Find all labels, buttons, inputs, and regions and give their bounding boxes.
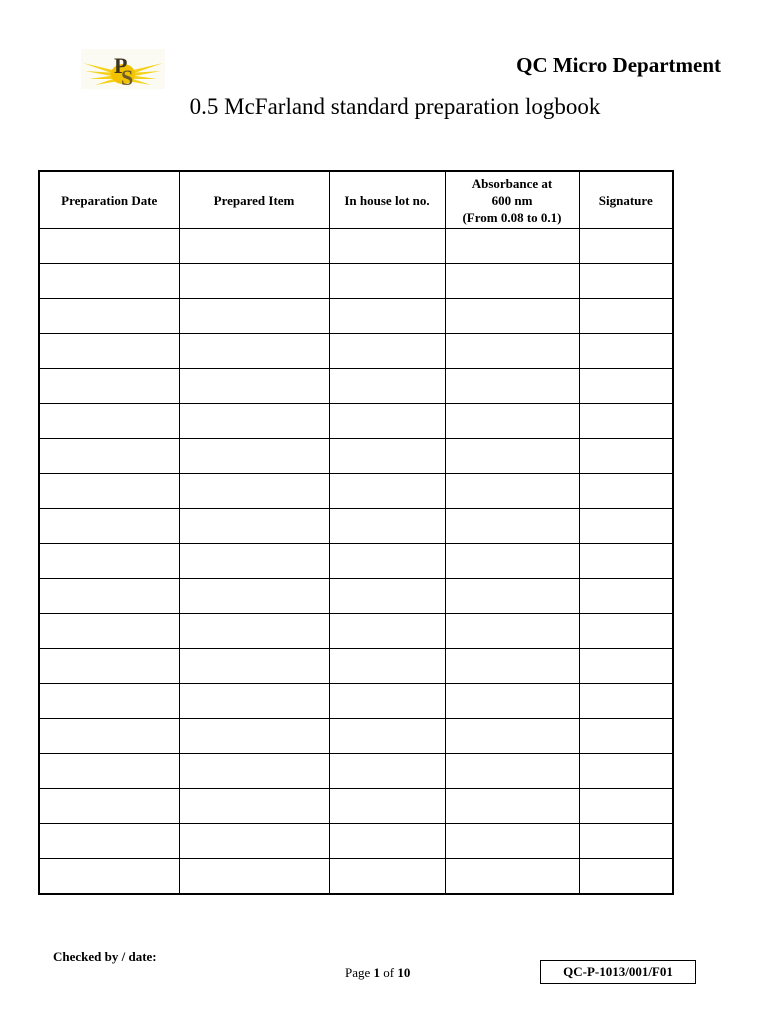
- table-row: [39, 789, 673, 824]
- absorbance-cell[interactable]: [445, 579, 579, 614]
- absorbance-cell[interactable]: [445, 789, 579, 824]
- lot-no-cell[interactable]: [329, 264, 445, 299]
- table-row: [39, 719, 673, 754]
- table-row: [39, 439, 673, 474]
- table-row: [39, 754, 673, 789]
- preparation-date-cell[interactable]: [39, 369, 179, 404]
- table-row: [39, 264, 673, 299]
- absorbance-cell[interactable]: [445, 334, 579, 369]
- absorbance-cell[interactable]: [445, 754, 579, 789]
- signature-cell[interactable]: [579, 404, 673, 439]
- checked-by-label: Checked by / date:: [53, 949, 157, 964]
- absorbance-cell[interactable]: [445, 684, 579, 719]
- table-header-row: [39, 171, 673, 229]
- table-body: [39, 229, 673, 895]
- signature-cell[interactable]: [579, 719, 673, 754]
- lot-no-cell[interactable]: [329, 474, 445, 509]
- preparation-date-cell[interactable]: [39, 684, 179, 719]
- table-row: [39, 824, 673, 859]
- prepared-item-cell[interactable]: [179, 509, 329, 544]
- lot-no-cell[interactable]: [329, 229, 445, 264]
- lot-no-cell[interactable]: [329, 684, 445, 719]
- absorbance-cell[interactable]: [445, 439, 579, 474]
- signature-cell[interactable]: [579, 509, 673, 544]
- department-name: QC Micro Department: [516, 53, 721, 77]
- signature-cell[interactable]: [579, 334, 673, 369]
- preparation-date-cell[interactable]: [39, 614, 179, 649]
- table-row: [39, 229, 673, 264]
- preparation-date-cell[interactable]: [39, 754, 179, 789]
- logo-letter-p: P: [114, 53, 128, 78]
- logbook-table: [38, 170, 674, 895]
- absorbance-cell[interactable]: [445, 544, 579, 579]
- signature-cell[interactable]: [579, 824, 673, 859]
- signature-cell[interactable]: [579, 264, 673, 299]
- lot-no-cell[interactable]: [329, 789, 445, 824]
- absorbance-cell[interactable]: [445, 719, 579, 754]
- signature-cell[interactable]: [579, 614, 673, 649]
- prepared-item-cell[interactable]: [179, 824, 329, 859]
- prepared-item-cell[interactable]: [179, 789, 329, 824]
- preparation-date-cell[interactable]: [39, 299, 179, 334]
- signature-cell[interactable]: [579, 684, 673, 719]
- prepared-item-cell[interactable]: [179, 369, 329, 404]
- preparation-date-cell[interactable]: [39, 544, 179, 579]
- preparation-date-cell[interactable]: [39, 229, 179, 264]
- table-row: [39, 579, 673, 614]
- signature-cell[interactable]: [579, 859, 673, 895]
- column-header-prepared-item: Prepared Item: [179, 171, 329, 229]
- preparation-date-cell[interactable]: [39, 579, 179, 614]
- prepared-item-cell[interactable]: [179, 684, 329, 719]
- lot-no-cell[interactable]: [329, 579, 445, 614]
- absorbance-cell[interactable]: [445, 264, 579, 299]
- table-row: [39, 404, 673, 439]
- prepared-item-cell[interactable]: [179, 859, 329, 895]
- column-header-lot-no: In house lot no.: [329, 171, 445, 229]
- table-row: [39, 509, 673, 544]
- column-header-preparation-date: Preparation Date: [39, 171, 179, 229]
- lot-no-cell[interactable]: [329, 719, 445, 754]
- table-row: [39, 684, 673, 719]
- lot-no-cell[interactable]: [329, 509, 445, 544]
- company-logo: [81, 49, 165, 89]
- preparation-date-cell[interactable]: [39, 789, 179, 824]
- lot-no-cell[interactable]: [329, 824, 445, 859]
- sun-logo-icon: [81, 49, 165, 89]
- absorbance-cell[interactable]: [445, 299, 579, 334]
- prepared-item-cell[interactable]: [179, 579, 329, 614]
- prepared-item-cell[interactable]: [179, 334, 329, 369]
- lot-no-cell[interactable]: [329, 754, 445, 789]
- lot-no-cell[interactable]: [329, 404, 445, 439]
- table-row: [39, 474, 673, 509]
- prepared-item-cell[interactable]: [179, 264, 329, 299]
- preparation-date-cell[interactable]: [39, 404, 179, 439]
- page-title: 0.5 McFarland standard preparation logbook: [189, 94, 601, 119]
- absorbance-cell[interactable]: [445, 824, 579, 859]
- signature-cell[interactable]: [579, 299, 673, 334]
- signature-cell[interactable]: [579, 579, 673, 614]
- preparation-date-cell[interactable]: [39, 334, 179, 369]
- lot-no-cell[interactable]: [329, 859, 445, 895]
- prepared-item-cell[interactable]: [179, 754, 329, 789]
- signature-cell[interactable]: [579, 754, 673, 789]
- preparation-date-cell[interactable]: [39, 264, 179, 299]
- signature-cell[interactable]: [579, 544, 673, 579]
- preparation-date-cell[interactable]: [39, 649, 179, 684]
- document-code: QC-P-1013/001/F01: [540, 960, 696, 984]
- signature-cell[interactable]: [579, 649, 673, 684]
- lot-no-cell[interactable]: [329, 439, 445, 474]
- absorbance-cell[interactable]: [445, 614, 579, 649]
- column-header-absorbance: Absorbance at 600 nm (From 0.08 to 0.1): [445, 171, 579, 229]
- lot-no-cell[interactable]: [329, 614, 445, 649]
- prepared-item-cell[interactable]: [179, 649, 329, 684]
- table-row: [39, 334, 673, 369]
- lot-no-cell[interactable]: [329, 334, 445, 369]
- lot-no-cell[interactable]: [329, 649, 445, 684]
- prepared-item-cell[interactable]: [179, 229, 329, 264]
- absorbance-cell[interactable]: [445, 404, 579, 439]
- prepared-item-cell[interactable]: [179, 614, 329, 649]
- signature-cell[interactable]: [579, 439, 673, 474]
- logo-letter-s: S: [121, 65, 134, 89]
- prepared-item-cell[interactable]: [179, 404, 329, 439]
- signature-cell[interactable]: [579, 789, 673, 824]
- column-header-signature: Signature: [579, 171, 673, 229]
- lot-no-cell[interactable]: [329, 369, 445, 404]
- absorbance-cell[interactable]: [445, 474, 579, 509]
- table-row: [39, 859, 673, 895]
- table-row: [39, 614, 673, 649]
- signature-cell[interactable]: [579, 229, 673, 264]
- absorbance-cell[interactable]: [445, 509, 579, 544]
- table-row: [39, 544, 673, 579]
- prepared-item-cell[interactable]: [179, 719, 329, 754]
- preparation-date-cell[interactable]: [39, 859, 179, 895]
- preparation-date-cell[interactable]: [39, 474, 179, 509]
- prepared-item-cell[interactable]: [179, 439, 329, 474]
- preparation-date-cell[interactable]: [39, 439, 179, 474]
- absorbance-cell[interactable]: [445, 859, 579, 895]
- prepared-item-cell[interactable]: [179, 474, 329, 509]
- table-row: [39, 299, 673, 334]
- table-row: [39, 649, 673, 684]
- lot-no-cell[interactable]: [329, 299, 445, 334]
- lot-no-cell[interactable]: [329, 544, 445, 579]
- page-number: Page 1 of 10: [345, 965, 411, 980]
- preparation-date-cell[interactable]: [39, 719, 179, 754]
- table-row: [39, 369, 673, 404]
- preparation-date-cell[interactable]: [39, 824, 179, 859]
- absorbance-cell[interactable]: [445, 369, 579, 404]
- signature-cell[interactable]: [579, 369, 673, 404]
- prepared-item-cell[interactable]: [179, 544, 329, 579]
- absorbance-cell[interactable]: [445, 649, 579, 684]
- prepared-item-cell[interactable]: [179, 299, 329, 334]
- absorbance-cell[interactable]: [445, 229, 579, 264]
- signature-cell[interactable]: [579, 474, 673, 509]
- preparation-date-cell[interactable]: [39, 509, 179, 544]
